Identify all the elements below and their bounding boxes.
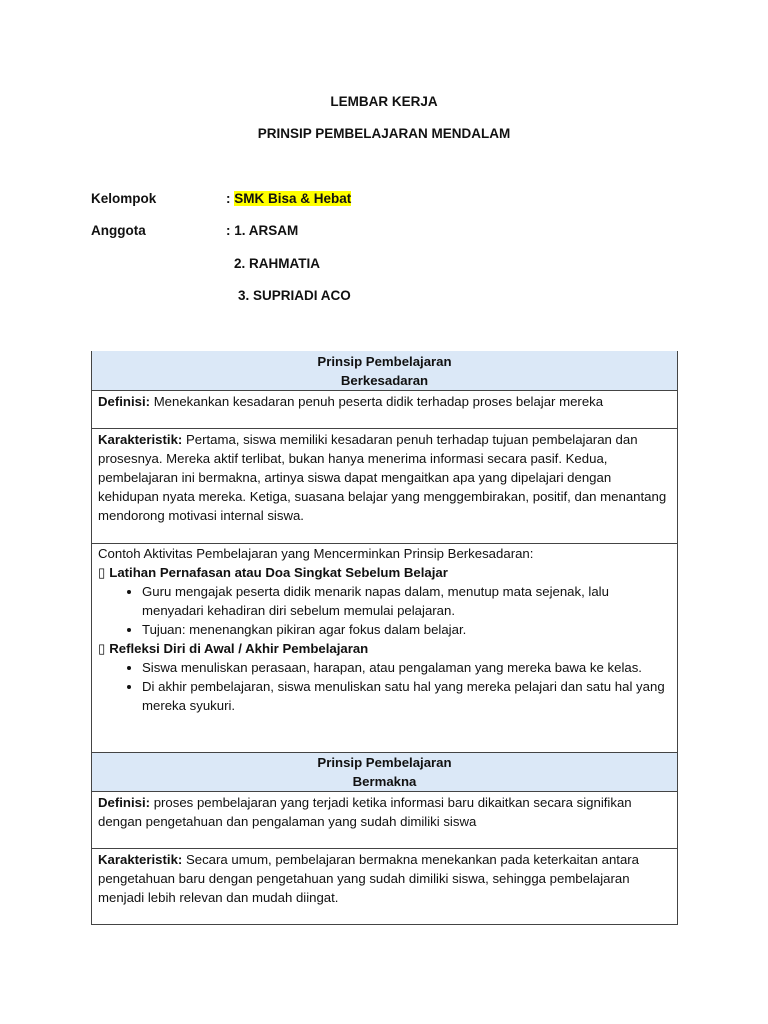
kelompok-value: SMK Bisa & Hebat bbox=[234, 191, 352, 206]
document-title: LEMBAR KERJA bbox=[330, 94, 438, 109]
activity-list bbox=[98, 658, 671, 715]
definition-text: Menekankan kesadaran penuh peserta didik terhadap proses belajar mereka bbox=[150, 394, 604, 409]
section-header-line1: Prinsip Pembelajaran bbox=[317, 755, 452, 770]
kelompok-value-row bbox=[226, 191, 351, 206]
definition-label: Definisi: bbox=[98, 394, 151, 409]
anggota-item-2: 2. RAHMATIA bbox=[234, 256, 320, 271]
activity-title: Refleksi Diri di Awal / Akhir Pembelajaran bbox=[109, 641, 369, 656]
section-header-line2: Bermakna bbox=[352, 774, 417, 789]
definition-text: proses pembelajaran yang terjadi ketika informasi baru dikaitkan secara signifikan dengan pengetahuan dan pengalaman yang sudah dimiliki siswa bbox=[98, 795, 632, 829]
document-subtitle: PRINSIP PEMBELAJARAN MENDALAM bbox=[257, 126, 511, 141]
anggota-item-3: 3. SUPRIADI ACO bbox=[238, 288, 351, 303]
section-header-berkesadaran bbox=[92, 351, 677, 391]
bullet-box-icon: ▯ bbox=[98, 565, 106, 580]
principles-table bbox=[91, 351, 678, 925]
activity-list bbox=[98, 582, 671, 639]
definition-cell bbox=[92, 391, 677, 429]
list-item: • Di akhir pembelajaran, siswa menuliskan satu hal yang mereka pelajari dan satu hal yang mereka syukuri. bbox=[142, 677, 671, 715]
bullet-box-icon: ▯ bbox=[98, 641, 106, 656]
definition-label: Definisi: bbox=[98, 795, 151, 810]
kelompok-colon: : bbox=[226, 191, 235, 206]
section-header-bermakna bbox=[92, 753, 677, 792]
activity-title: Latihan Pernafasan atau Doa Singkat Sebelum Belajar bbox=[109, 565, 448, 580]
list-item: • Tujuan: menenangkan pikiran agar fokus dalam belajar. bbox=[142, 620, 671, 639]
activity-heading bbox=[98, 563, 671, 582]
list-item: • Siswa menuliskan perasaan, harapan, atau pengalaman yang mereka bawa ke kelas. bbox=[142, 658, 671, 677]
characteristics-text: Secara umum, pembelajaran bermakna menekankan pada keterkaitan antara pengetahuan baru dengan pengetahuan yang sudah dimiliki siswa, sehingga pembelajaran menjadi lebih relevan dan mudah diingat. bbox=[98, 852, 639, 905]
activities-intro: Contoh Aktivitas Pembelajaran yang Mencerminkan Prinsip Berkesadaran: bbox=[98, 546, 534, 561]
characteristics-label: Karakteristik: bbox=[98, 852, 183, 867]
characteristics-cell bbox=[92, 429, 677, 544]
definition-cell bbox=[92, 792, 677, 849]
activities-cell bbox=[92, 544, 677, 753]
characteristics-label: Karakteristik: bbox=[98, 432, 183, 447]
characteristics-text: Pertama, siswa memiliki kesadaran penuh terhadap tujuan pembelajaran dan prosesnya. Mereka aktif terlibat, bukan hanya menerima informasi secara pasif. Kedua, pembelajaran ini bermakna, artinya siswa dapat mengaitkan apa yang dipelajari dengan kehidupan nyata mereka. Ketiga, suasana belajar yang menggembirakan, positif, dan menantang mendorong motivasi internal siswa. bbox=[98, 432, 667, 523]
kelompok-label: Kelompok bbox=[91, 191, 157, 206]
anggota-item-1: : 1. ARSAM bbox=[226, 223, 299, 238]
section-header-line2: Berkesadaran bbox=[340, 372, 429, 388]
section-header-line1: Prinsip Pembelajaran bbox=[317, 353, 452, 369]
anggota-label: Anggota bbox=[91, 223, 146, 238]
list-item: • Guru mengajak peserta didik menarik napas dalam, menutup mata sejenak, lalu menyadari kehadiran diri sebelum memulai pelajaran. bbox=[142, 582, 671, 620]
characteristics-cell bbox=[92, 849, 677, 925]
activity-heading bbox=[98, 639, 671, 658]
